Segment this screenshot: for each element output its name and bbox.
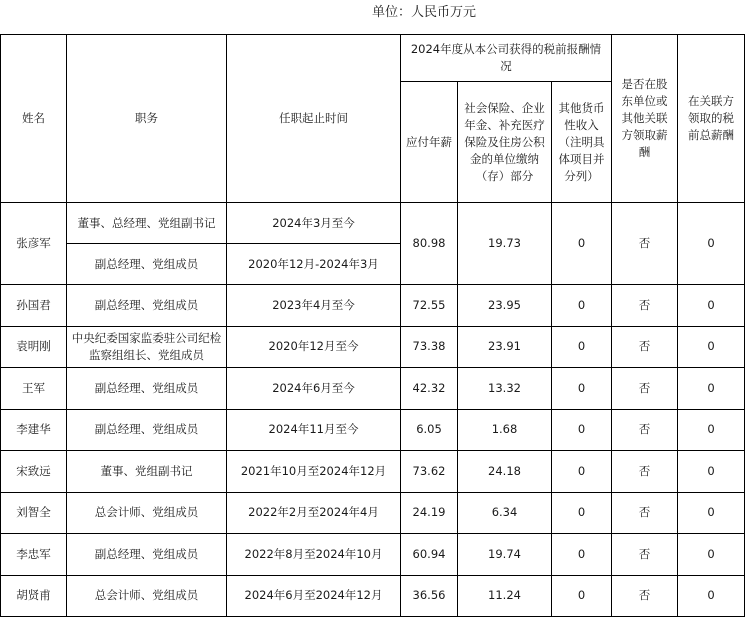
header-salary: 应付年薪 bbox=[401, 82, 458, 203]
cell-salary: 36.56 bbox=[401, 575, 458, 617]
cell-social: 24.18 bbox=[458, 451, 552, 493]
cell-other-income: 0 bbox=[552, 409, 612, 451]
cell-related-party: 否 bbox=[612, 326, 678, 368]
cell-period: 2022年8月至2024年10月 bbox=[227, 534, 401, 576]
cell-period: 2024年6月至2024年12月 bbox=[227, 575, 401, 617]
cell-social: 13.32 bbox=[458, 368, 552, 410]
header-name: 姓名 bbox=[1, 35, 67, 203]
cell-period: 2022年2月至2024年4月 bbox=[227, 492, 401, 534]
cell-salary: 72.55 bbox=[401, 285, 458, 327]
cell-related-pay: 0 bbox=[678, 368, 745, 410]
cell-name: 刘智全 bbox=[1, 492, 67, 534]
cell-title: 副总经理、党组成员 bbox=[67, 409, 227, 451]
cell-related-party: 否 bbox=[612, 575, 678, 617]
cell-related-party: 否 bbox=[612, 203, 678, 285]
cell-social: 19.74 bbox=[458, 534, 552, 576]
cell-title: 副总经理、党组成员 bbox=[67, 368, 227, 410]
cell-related-pay: 0 bbox=[678, 285, 745, 327]
cell-related-party: 否 bbox=[612, 451, 678, 493]
header-related-pay: 在关联方领取的税前总薪酬 bbox=[678, 35, 745, 203]
cell-name: 李忠军 bbox=[1, 534, 67, 576]
cell-other-income: 0 bbox=[552, 451, 612, 493]
cell-title: 董事、党组副书记 bbox=[67, 451, 227, 493]
cell-title: 总会计师、党组成员 bbox=[67, 492, 227, 534]
cell-other-income: 0 bbox=[552, 326, 612, 368]
cell-related-party: 否 bbox=[612, 534, 678, 576]
table-row bbox=[1, 285, 745, 327]
cell-salary: 24.19 bbox=[401, 492, 458, 534]
cell-related-party: 否 bbox=[612, 409, 678, 451]
cell-name: 王军 bbox=[1, 368, 67, 410]
cell-other-income: 0 bbox=[552, 575, 612, 617]
header-related-party: 是否在股东单位或其他关联方领取薪酬 bbox=[612, 35, 678, 203]
unit-label: 单位：人民币万元 bbox=[372, 5, 477, 20]
cell-title: 董事、总经理、党组副书记 bbox=[67, 203, 227, 244]
cell-related-party: 否 bbox=[612, 368, 678, 410]
header-period: 任职起止时间 bbox=[227, 35, 401, 203]
cell-social: 23.95 bbox=[458, 285, 552, 327]
cell-social: 11.24 bbox=[458, 575, 552, 617]
cell-other-income: 0 bbox=[552, 492, 612, 534]
cell-name: 胡贤甫 bbox=[1, 575, 67, 617]
cell-other-income: 0 bbox=[552, 285, 612, 327]
table-row bbox=[1, 203, 745, 244]
cell-title: 副总经理、党组成员 bbox=[67, 244, 227, 285]
cell-name: 袁明刚 bbox=[1, 326, 67, 368]
header-social: 社会保险、企业年金、补充医疗保险及住房公积金的单位缴纳（存）部分 bbox=[458, 82, 552, 203]
table-row bbox=[1, 409, 745, 451]
cell-name: 宋致远 bbox=[1, 451, 67, 493]
header-title: 职务 bbox=[67, 35, 227, 203]
table-row bbox=[1, 368, 745, 410]
cell-other-income: 0 bbox=[552, 534, 612, 576]
cell-period: 2024年6月至今 bbox=[227, 368, 401, 410]
cell-related-party: 否 bbox=[612, 492, 678, 534]
cell-title: 总会计师、党组成员 bbox=[67, 575, 227, 617]
cell-name: 孙国君 bbox=[1, 285, 67, 327]
cell-related-pay: 0 bbox=[678, 575, 745, 617]
cell-title: 中央纪委国家监委驻公司纪检监察组组长、党组成员 bbox=[67, 326, 227, 368]
cell-related-pay: 0 bbox=[678, 492, 745, 534]
cell-social: 1.68 bbox=[458, 409, 552, 451]
cell-salary: 80.98 bbox=[401, 203, 458, 285]
cell-related-pay: 0 bbox=[678, 409, 745, 451]
table-row bbox=[1, 492, 745, 534]
cell-related-party: 否 bbox=[612, 285, 678, 327]
cell-related-pay: 0 bbox=[678, 203, 745, 285]
cell-period: 2024年11月至今 bbox=[227, 409, 401, 451]
cell-title: 副总经理、党组成员 bbox=[67, 534, 227, 576]
cell-period: 2023年4月至今 bbox=[227, 285, 401, 327]
cell-salary: 73.62 bbox=[401, 451, 458, 493]
cell-other-income: 0 bbox=[552, 368, 612, 410]
cell-title: 副总经理、党组成员 bbox=[67, 285, 227, 327]
table-row bbox=[1, 575, 745, 617]
cell-related-pay: 0 bbox=[678, 534, 745, 576]
cell-other-income: 0 bbox=[552, 203, 612, 285]
header-row bbox=[1, 35, 745, 82]
cell-salary: 60.94 bbox=[401, 534, 458, 576]
cell-period: 2020年12月-2024年3月 bbox=[227, 244, 401, 285]
table-row bbox=[1, 326, 745, 368]
table-row bbox=[1, 534, 745, 576]
table-row bbox=[1, 451, 745, 493]
cell-social: 6.34 bbox=[458, 492, 552, 534]
cell-related-pay: 0 bbox=[678, 326, 745, 368]
cell-name: 张彦军 bbox=[1, 203, 67, 285]
cell-name: 李建华 bbox=[1, 409, 67, 451]
cell-salary: 73.38 bbox=[401, 326, 458, 368]
cell-period: 2021年10月至2024年12月 bbox=[227, 451, 401, 493]
cell-salary: 6.05 bbox=[401, 409, 458, 451]
header-group-2024: 2024年度从本公司获得的税前报酬情况 bbox=[401, 35, 612, 82]
cell-period: 2020年12月至今 bbox=[227, 326, 401, 368]
compensation-table bbox=[0, 34, 745, 617]
cell-salary: 42.32 bbox=[401, 368, 458, 410]
cell-social: 23.91 bbox=[458, 326, 552, 368]
header-other-income: 其他货币性收入（注明具体项目并分列） bbox=[552, 82, 612, 203]
cell-related-pay: 0 bbox=[678, 451, 745, 493]
cell-social: 19.73 bbox=[458, 203, 552, 285]
cell-period: 2024年3月至今 bbox=[227, 203, 401, 244]
